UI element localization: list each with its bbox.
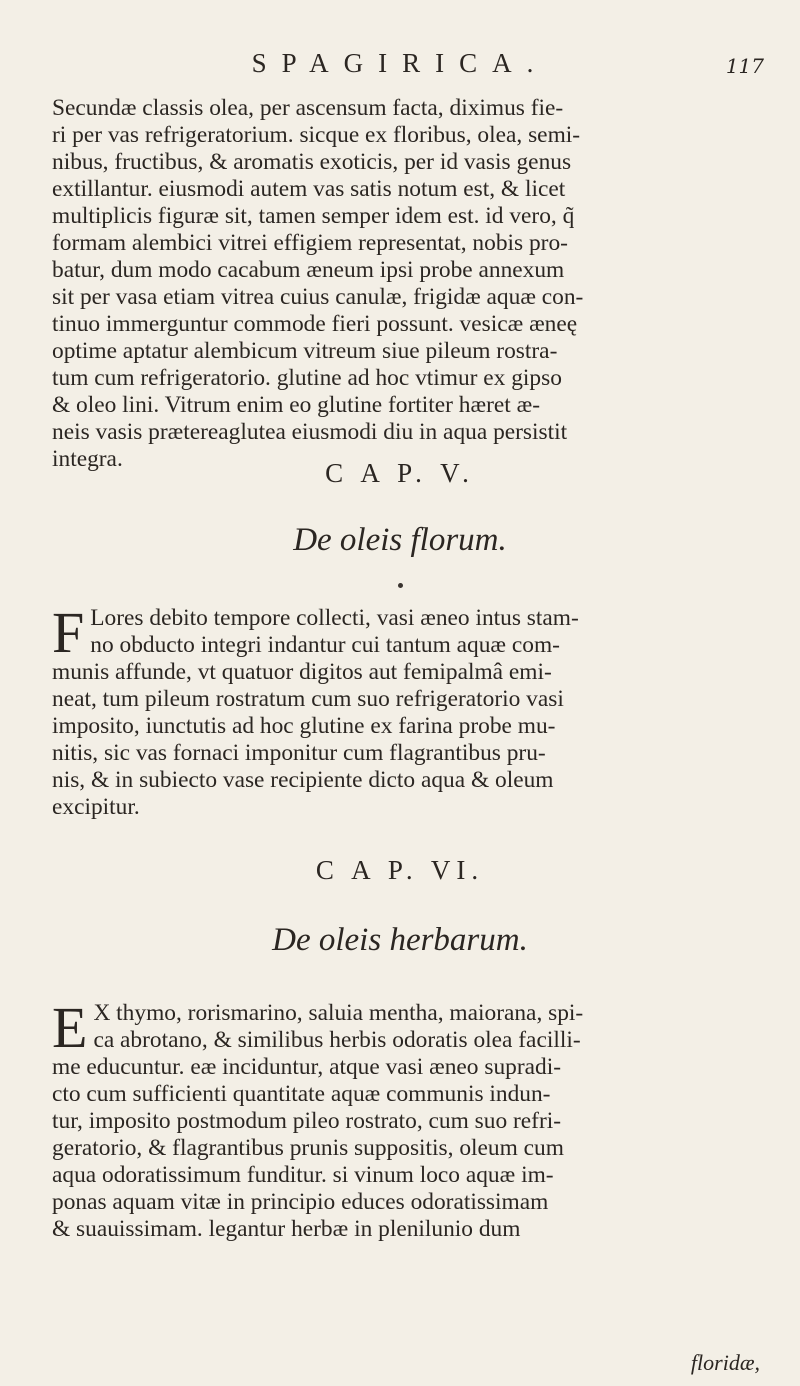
chapter-title: De oleis herbarum. bbox=[272, 922, 528, 958]
text-line: tinuo immerguntur commode fieri possunt. vesicæ æneę bbox=[52, 311, 578, 337]
running-title: SPAGIRICA. bbox=[251, 48, 549, 78]
text-line: Lores debito tempore collecti, vasi æneo intus stam- bbox=[90, 605, 579, 631]
text-line: sit per vasa etiam vitrea cuius canulæ, frigidæ aquæ con- bbox=[52, 284, 584, 310]
text-line: geratorio, & flagrantibus prunis suppositis, oleum cum bbox=[52, 1135, 564, 1161]
text-line: formam alembici vitrei effigiem representat, nobis pro- bbox=[52, 230, 568, 256]
text-line: neat, tum pileum rostratum cum suo refrigeratorio vasi bbox=[52, 686, 564, 712]
text-line: integra. bbox=[52, 446, 123, 472]
text-line: Secundæ classis olea, per ascensum facta, diximus fie- bbox=[52, 95, 564, 121]
paragraph-2 bbox=[52, 605, 764, 821]
paragraph-3 bbox=[52, 1000, 764, 1243]
text-line: & suauissimam. legantur herbæ in plenilunio dum bbox=[52, 1216, 521, 1242]
chapter-title: De oleis florum. bbox=[293, 522, 507, 558]
text-line: tur, imposito postmodum pileo rostrato, cum suo refri- bbox=[52, 1108, 562, 1134]
catchword: floridæ, bbox=[690, 1350, 760, 1375]
text-line: no obducto integri indantur cui tantum aquæ com- bbox=[90, 632, 560, 658]
text-line: nis, & in subiecto vase recipiente dicto aqua & oleum bbox=[52, 767, 554, 793]
text-line: ponas aquam vitæ in principio educes odoratissimam bbox=[52, 1189, 549, 1215]
chapter-label: C A P. V. bbox=[325, 458, 475, 488]
text-line: extillantur. eiusmodi autem vas satis notum est, & licet bbox=[52, 176, 566, 202]
text-line: ri per vas refrigeratorium. sicque ex floribus, olea, semi- bbox=[52, 122, 581, 148]
ornament-dot bbox=[398, 583, 403, 588]
text-line: me educuntur. eæ inciduntur, atque vasi æneo supradi- bbox=[52, 1054, 561, 1080]
text-line: nibus, fructibus, & aromatis exoticis, per id vasis genus bbox=[52, 149, 572, 175]
text-line: nitis, sic vas fornaci imponitur cum flagrantibus pru- bbox=[52, 740, 546, 766]
page-number: 117 bbox=[725, 54, 764, 78]
chapter-label: C A P. VI. bbox=[315, 855, 485, 885]
text-line: imposito, iunctutis ad hoc glutine ex farina probe mu- bbox=[52, 713, 556, 739]
text-line: aqua odoratissimum funditur. si vinum loco aquæ im- bbox=[52, 1162, 554, 1188]
paragraph-1 bbox=[52, 95, 764, 473]
page-header bbox=[0, 48, 800, 88]
text-line: ca abrotano, & similibus herbis odoratis olea facilli- bbox=[93, 1027, 581, 1053]
drop-cap: E bbox=[52, 1000, 88, 1060]
text-line: X thymo, rorismarino, saluia mentha, maiorana, spi- bbox=[93, 1000, 584, 1026]
text-line: optime aptatur alembicum vitreum siue pileum rostra- bbox=[52, 338, 558, 364]
text-line: excipitur. bbox=[52, 794, 140, 820]
text-line: cto cum sufficienti quantitate aquæ communis indun- bbox=[52, 1081, 551, 1107]
text-line: & oleo lini. Vitrum enim eo glutine fortiter hæret æ- bbox=[52, 392, 540, 418]
text-line: munis affunde, vt quatuor digitos aut femipalmâ emi- bbox=[52, 659, 552, 685]
text-line: neis vasis prætereaglutea eiusmodi diu in aqua persistit bbox=[52, 419, 568, 445]
text-line: multiplicis figuræ sit, tamen semper idem est. id vero, q̃ bbox=[52, 203, 575, 229]
drop-cap: F bbox=[52, 605, 85, 665]
text-line: tum cum refrigeratorio. glutine ad hoc vtimur ex gipso bbox=[52, 365, 562, 391]
text-line: batur, dum modo cacabum æneum ipsi probe annexum bbox=[52, 257, 565, 283]
